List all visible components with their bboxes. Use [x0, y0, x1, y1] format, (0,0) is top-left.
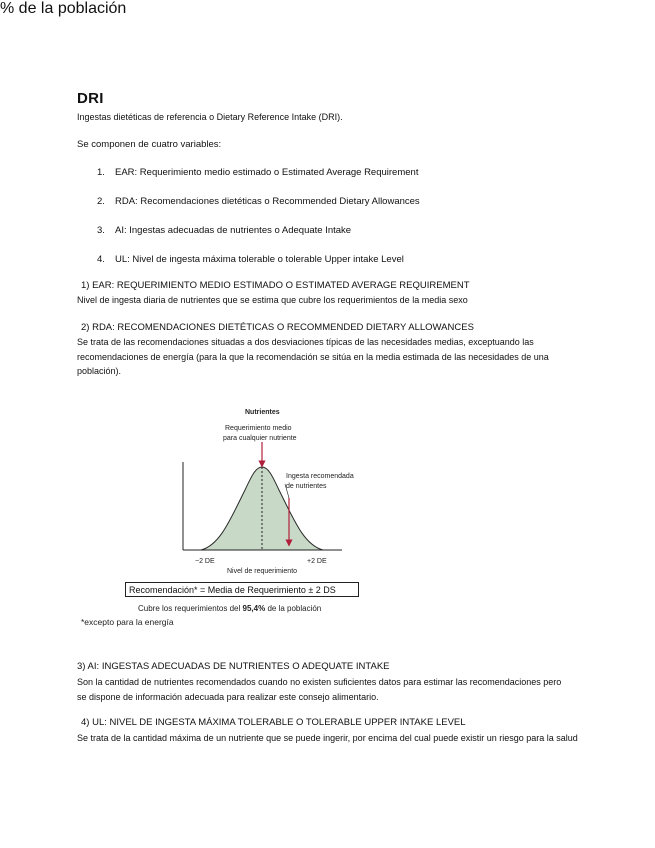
section-body-rda: Se trata de las recomendaciones situadas a dos desviaciones típicas de las necesidades medias, exceptuando las recomendaciones de energía (para la que la recomendación se sitúa en la media estimada de las necesidades de una población). — [77, 337, 549, 376]
x-axis-label: Nivel de requerimiento — [227, 568, 298, 575]
rec-label-line1: Ingesta recomendada — [286, 473, 354, 480]
section-body-ear: Nivel de ingesta diaria de nutrientes que se estima que cubre los requerimientos de la media sexo — [77, 295, 468, 305]
coverage-suffix: de la población — [267, 604, 322, 613]
list-item — [97, 167, 420, 196]
section-heading-ai: 3) AI: INGESTAS ADECUADAS DE NUTRIENTES O ADEQUATE INTAKE — [77, 661, 390, 672]
coverage-line — [138, 604, 321, 613]
list-item — [97, 196, 420, 225]
list-text: RDA: Recomendaciones dietéticas o Recommended Dietary Allowances — [115, 196, 420, 207]
figure-footnote: *excepto para la energía — [81, 617, 174, 627]
intro-text: Se componen de cuatro variables: — [77, 139, 222, 150]
list-text: EAR: Requerimiento medio estimado o Estimated Average Requirement — [115, 167, 419, 178]
coverage-value: 95,4% — [242, 604, 266, 613]
coverage-prefix: Cubre los requerimientos del — [138, 604, 241, 613]
section-heading-ear: 1) EAR: REQUERIMIENTO MEDIO ESTIMADO O ESTIMATED AVERAGE REQUIREMENT — [81, 280, 470, 291]
mean-label-line2: para cualquier nutriente — [223, 435, 297, 442]
list-text: UL: Nivel de ingesta máxima tolerable o tolerable Upper intake Level — [115, 254, 404, 265]
formula-box: Recomendación* = Media de Requerimiento ± 2 DS — [125, 582, 359, 597]
x-tick-minus-2de: −2 DE — [195, 558, 215, 565]
normal-distribution-figure — [81, 400, 380, 640]
list-item — [97, 225, 420, 254]
list-number: 1. — [97, 167, 105, 178]
section-heading-ul: 4) UL: NIVEL DE INGESTA MÁXIMA TOLERABLE O TOLERABLE UPPER INTAKE LEVEL — [81, 717, 466, 728]
section-body-ai: Son la cantidad de nutrientes recomendados cuando no existen suficientes datos para estimar las recomendaciones pero se dispone de información adecuada para realizar este consejo alimentario. — [77, 677, 562, 702]
figure-title: Nutrientes — [245, 409, 280, 416]
mean-label-line1: Requerimiento medio — [225, 425, 292, 432]
variables-list — [97, 167, 420, 283]
list-number: 2. — [97, 196, 105, 207]
x-tick-plus-2de: +2 DE — [307, 558, 327, 565]
list-text: AI: Ingestas adecuadas de nutrientes o Adequate Intake — [115, 225, 352, 236]
y-axis-label: % de la población — [0, 0, 127, 17]
list-number: 4. — [97, 254, 105, 265]
section-body-ul: Se trata de la cantidad máxima de un nutriente que se puede ingerir, por encima del cual puede existir un riesgo para la salud — [77, 733, 578, 743]
section-heading-rda: 2) RDA: RECOMENDACIONES DIETÉTICAS O RECOMMENDED DIETARY ALLOWANCES — [81, 322, 474, 333]
page-title: DRI — [77, 90, 104, 107]
subtitle: Ingestas dietéticas de referencia o Dietary Reference Intake (DRI). — [77, 112, 343, 122]
rec-label-line2: de nutrientes — [286, 483, 327, 490]
list-number: 3. — [97, 225, 105, 236]
